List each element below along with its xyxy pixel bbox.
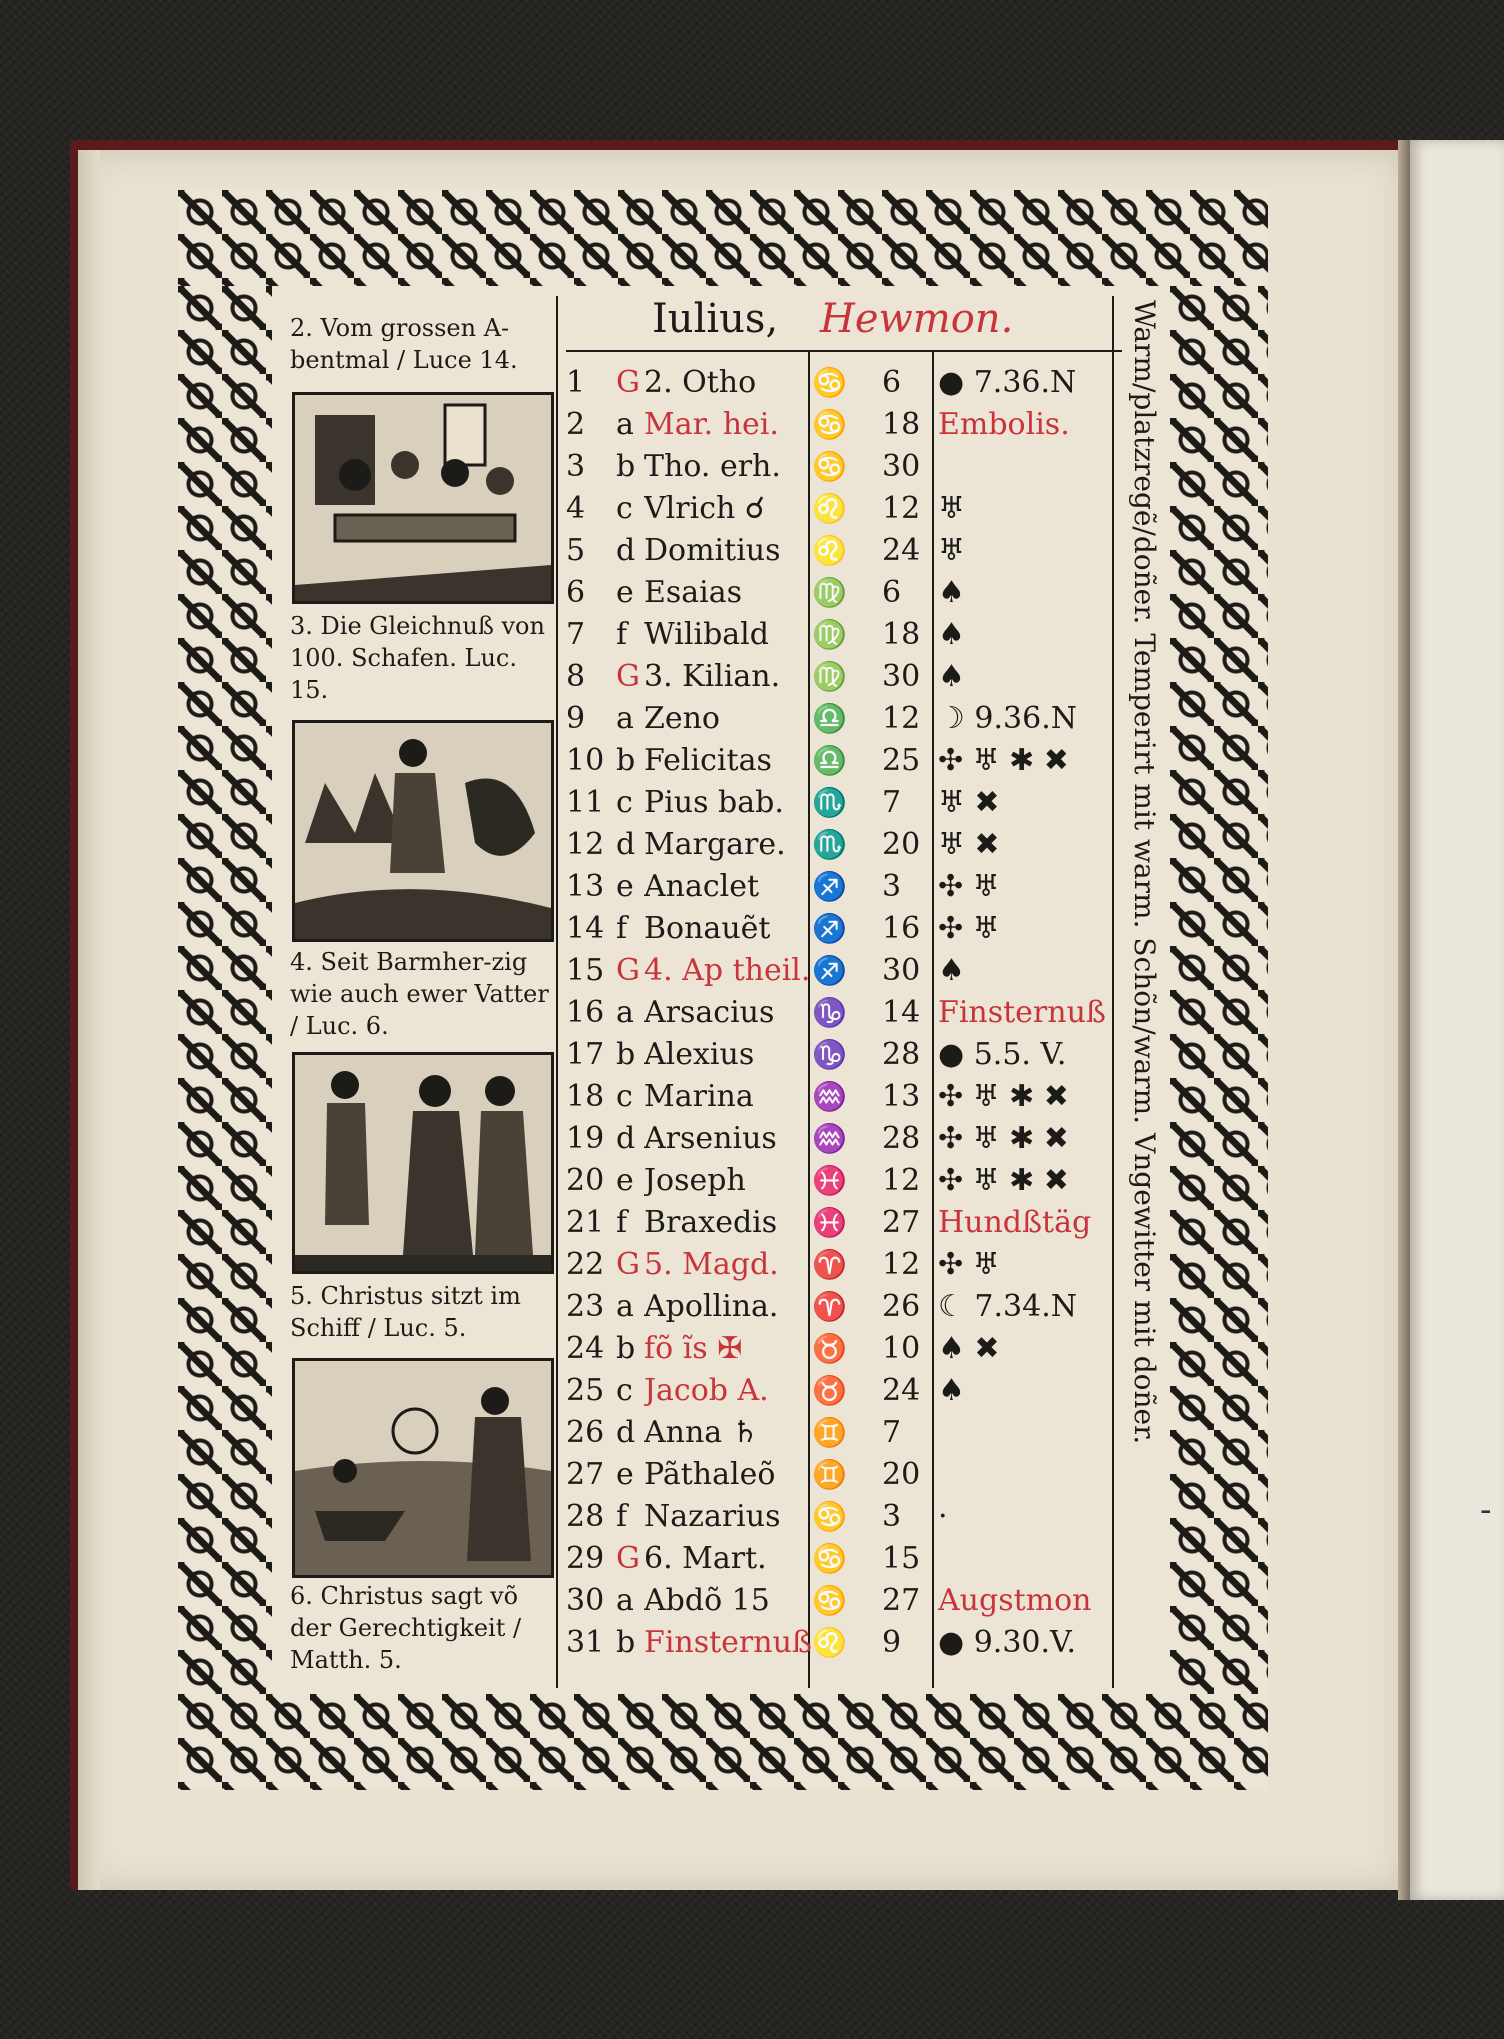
calendar-row — [566, 782, 1126, 824]
zodiac-sign: ♋ — [812, 1500, 847, 1533]
zodiac-degree: 7 — [882, 1415, 902, 1450]
sunday-reading-3: 3. Die Gleichnuß von 100. Schafen. Luc. 15. — [290, 612, 545, 704]
day-number: 14 — [566, 911, 605, 946]
aspect-note: ♠ — [938, 1373, 965, 1408]
saint-name: Felicitas — [644, 743, 772, 778]
dominical-letter: c — [616, 491, 633, 526]
saint-name: 2. Otho — [644, 365, 757, 400]
saint-name: 6. Mart. — [644, 1541, 767, 1576]
zodiac-degree: 15 — [882, 1541, 921, 1576]
zodiac-degree: 14 — [882, 995, 921, 1030]
day-number: 4 — [566, 491, 586, 526]
day-number: 16 — [566, 995, 605, 1030]
calendar-row — [566, 1118, 1126, 1160]
day-number: 25 — [566, 1373, 605, 1408]
zodiac-sign: ♑ — [812, 1038, 847, 1071]
aspect-note: ♠ ✖ — [938, 1331, 1000, 1366]
saint-name: fõ ĩs ✠ — [644, 1331, 743, 1366]
zodiac-degree: 12 — [882, 491, 921, 526]
sunday-reading-4: 4. Seit Barmher-zig wie auch ewer Vatter / Luc. 6. — [290, 948, 549, 1040]
saint-name: 4. Ap theil. — [644, 953, 811, 988]
day-number: 31 — [566, 1625, 605, 1660]
zodiac-degree: 24 — [882, 533, 921, 568]
aspect-note: ✣ ♅ ✱ ✖ — [938, 1079, 1069, 1114]
aspect-note: ♠ — [938, 617, 965, 652]
zodiac-sign: ♊ — [812, 1416, 847, 1449]
aspect-note: Hundßtäg — [938, 1205, 1092, 1240]
column-rule-left — [556, 296, 558, 1688]
zodiac-degree: 9 — [882, 1625, 902, 1660]
aspect-note: ♅ ✖ — [938, 827, 1000, 862]
woodcut-three-men — [292, 1052, 554, 1274]
woodcut-boat — [292, 1358, 554, 1578]
zodiac-sign: ♐ — [812, 954, 847, 987]
zodiac-degree: 27 — [882, 1205, 921, 1240]
zodiac-sign: ♋ — [812, 1584, 847, 1617]
dominical-letter: a — [616, 995, 634, 1030]
zodiac-sign: ♉ — [812, 1374, 847, 1407]
day-number: 29 — [566, 1541, 605, 1576]
zodiac-degree: 16 — [882, 911, 921, 946]
header-rule — [566, 350, 1122, 352]
calendar-row — [566, 950, 1126, 992]
zodiac-sign: ♋ — [812, 1542, 847, 1575]
zodiac-degree: 18 — [882, 407, 921, 442]
saint-name: Finsternuß — [644, 1625, 812, 1660]
zodiac-degree: 30 — [882, 449, 921, 484]
saint-name: Arsacius — [644, 995, 775, 1030]
calendar-row — [566, 698, 1126, 740]
calendar-row — [566, 1412, 1126, 1454]
zodiac-sign: ♌ — [812, 534, 847, 567]
ornament-border-top — [178, 190, 1268, 286]
aspect-note: ♅ — [938, 533, 965, 568]
zodiac-degree: 28 — [882, 1037, 921, 1072]
day-number: 3 — [566, 449, 586, 484]
aspect-note: ♠ — [938, 575, 965, 610]
dominical-letter: G — [616, 1247, 640, 1282]
woodcut-supper — [292, 392, 554, 604]
aspect-note: ● 9.30.V. — [938, 1625, 1077, 1660]
saint-name: Pãthaleõ — [644, 1457, 776, 1492]
saint-name: Bonauẽt — [644, 911, 771, 946]
aspect-note: ✣ ♅ ✱ ✖ — [938, 743, 1069, 778]
zodiac-degree: 3 — [882, 1499, 902, 1534]
zodiac-degree: 25 — [882, 743, 921, 778]
dominical-letter: d — [616, 533, 636, 568]
zodiac-sign: ♊ — [812, 1458, 847, 1491]
calendar-row — [566, 908, 1126, 950]
day-number: 8 — [566, 659, 586, 694]
calendar-row — [566, 656, 1126, 698]
saint-name: 3. Kilian. — [644, 659, 781, 694]
zodiac-degree: 18 — [882, 617, 921, 652]
calendar-row — [566, 1160, 1126, 1202]
zodiac-degree: 27 — [882, 1583, 921, 1618]
saint-name: Wilibald — [644, 617, 769, 652]
day-number: 30 — [566, 1583, 605, 1618]
dominical-letter: e — [616, 575, 634, 610]
zodiac-degree: 10 — [882, 1331, 921, 1366]
calendar-row — [566, 1538, 1126, 1580]
zodiac-sign: ♒ — [812, 1080, 847, 1113]
day-number: 11 — [566, 785, 605, 820]
saint-name: Margare. — [644, 827, 786, 862]
ornament-border-left — [178, 286, 272, 1694]
zodiac-degree: 24 — [882, 1373, 921, 1408]
day-number: 1 — [566, 365, 586, 400]
day-number: 26 — [566, 1415, 605, 1450]
day-number: 24 — [566, 1331, 605, 1366]
day-number: 18 — [566, 1079, 605, 1114]
calendar-row — [566, 1328, 1126, 1370]
dominical-letter: f — [616, 1205, 628, 1240]
aspect-note: ☽ 9.36.N — [938, 701, 1078, 736]
zodiac-sign: ♐ — [812, 912, 847, 945]
zodiac-sign: ♎ — [812, 744, 847, 777]
calendar-row — [566, 740, 1126, 782]
aspect-note: ✣ ♅ ✱ ✖ — [938, 1163, 1069, 1198]
saint-name: Anna ♄ — [644, 1415, 759, 1450]
ornament-border-bottom — [178, 1694, 1268, 1790]
calendar-row — [566, 1580, 1126, 1622]
zodiac-degree: 6 — [882, 575, 902, 610]
day-number: 2 — [566, 407, 586, 442]
zodiac-degree: 7 — [882, 785, 902, 820]
zodiac-sign: ♏ — [812, 828, 847, 861]
day-number: 15 — [566, 953, 605, 988]
day-number: 19 — [566, 1121, 605, 1156]
saint-name: Apollina. — [644, 1289, 779, 1324]
zodiac-sign: ♋ — [812, 450, 847, 483]
calendar-row — [566, 866, 1126, 908]
calendar-row — [566, 1622, 1126, 1664]
dominical-letter: e — [616, 1457, 634, 1492]
saint-name: Pius bab. — [644, 785, 784, 820]
saint-name: Joseph — [644, 1163, 746, 1198]
dominical-letter: f — [616, 911, 628, 946]
calendar-row — [566, 1076, 1126, 1118]
zodiac-sign: ♈ — [812, 1248, 847, 1281]
calendar-row — [566, 992, 1126, 1034]
aspect-note: ♅ ✖ — [938, 785, 1000, 820]
day-number: 6 — [566, 575, 586, 610]
calendar-row — [566, 488, 1126, 530]
sunday-reading-2: 2. Vom grossen A-bentmal / Luce 14. — [290, 314, 518, 374]
saint-name: Domitius — [644, 533, 781, 568]
dominical-letter: a — [616, 1583, 634, 1618]
zodiac-sign: ♏ — [812, 786, 847, 819]
zodiac-sign: ♋ — [812, 366, 847, 399]
facing-page — [1410, 140, 1504, 1900]
dominical-letter: b — [616, 449, 636, 484]
zodiac-sign: ♉ — [812, 1332, 847, 1365]
dominical-letter: e — [616, 1163, 634, 1198]
zodiac-degree: 26 — [882, 1289, 921, 1324]
aspect-note: ♠ — [938, 659, 965, 694]
aspect-note: ● 5.5. V. — [938, 1037, 1067, 1072]
sunday-reading-5: 5. Christus sitzt im Schiff / Luc. 5. — [290, 1282, 521, 1342]
aspect-note: · — [938, 1499, 948, 1534]
zodiac-sign: ♈ — [812, 1290, 847, 1323]
zodiac-degree: 20 — [882, 1457, 921, 1492]
saint-name: 5. Magd. — [644, 1247, 779, 1282]
aspect-note: Augstmon — [938, 1583, 1092, 1618]
dominical-letter: d — [616, 827, 636, 862]
saint-name: Zeno — [644, 701, 720, 736]
zodiac-sign: ♓ — [812, 1206, 847, 1239]
calendar-row — [566, 362, 1126, 404]
dominical-letter: b — [616, 1331, 636, 1366]
zodiac-sign: ♓ — [812, 1164, 847, 1197]
zodiac-sign: ♎ — [812, 702, 847, 735]
dominical-letter: a — [616, 701, 634, 736]
saint-name: Braxedis — [644, 1205, 778, 1240]
calendar-row — [566, 1202, 1126, 1244]
zodiac-sign: ♌ — [812, 1626, 847, 1659]
ornament-border-right — [1170, 286, 1268, 1694]
zodiac-degree: 12 — [882, 1247, 921, 1282]
day-number: 22 — [566, 1247, 605, 1282]
dominical-letter: c — [616, 785, 633, 820]
zodiac-degree: 30 — [882, 659, 921, 694]
aspect-note: ☾ 7.34.N — [938, 1289, 1078, 1324]
woodcut-shepherd — [292, 720, 554, 942]
dominical-letter: G — [616, 365, 640, 400]
dominical-letter: b — [616, 743, 636, 778]
month-german: Hewmon. — [820, 296, 1014, 342]
aspect-note: ✣ ♅ ✱ ✖ — [938, 1121, 1069, 1156]
calendar-row — [566, 1496, 1126, 1538]
zodiac-sign: ♋ — [812, 408, 847, 441]
zodiac-degree: 12 — [882, 701, 921, 736]
saint-name: Marina — [644, 1079, 754, 1114]
calendar-row — [566, 1244, 1126, 1286]
aspect-note: ✣ ♅ — [938, 1247, 1000, 1282]
page-stack-edge — [78, 150, 100, 1890]
day-number: 10 — [566, 743, 605, 778]
saint-name: Abdõ 15 — [644, 1583, 770, 1618]
dominical-letter: f — [616, 1499, 628, 1534]
dominical-letter: d — [616, 1121, 636, 1156]
dominical-letter: a — [616, 1289, 634, 1324]
day-number: 27 — [566, 1457, 605, 1492]
zodiac-degree: 3 — [882, 869, 902, 904]
zodiac-sign: ♍ — [812, 576, 847, 609]
zodiac-sign: ♒ — [812, 1122, 847, 1155]
day-number: 21 — [566, 1205, 605, 1240]
zodiac-degree: 20 — [882, 827, 921, 862]
sunday-reading-6: 6. Christus sagt võ der Gerechtigkeit / Matth. 5. — [290, 1582, 522, 1674]
dominical-letter: G — [616, 953, 640, 988]
calendar-row — [566, 1370, 1126, 1412]
dominical-letter: e — [616, 869, 634, 904]
dominical-letter: b — [616, 1625, 636, 1660]
day-number: 20 — [566, 1163, 605, 1198]
calendar-row — [566, 1454, 1126, 1496]
zodiac-sign: ♍ — [812, 618, 847, 651]
weather-prognosis: Warm/platzregẽ/doñer. Temperirt mit warm. Schõn/warm. Vngewitter mit doñer. — [1128, 300, 1161, 1445]
saint-name: Alexius — [644, 1037, 755, 1072]
calendar-row — [566, 614, 1126, 656]
day-number: 5 — [566, 533, 586, 568]
aspect-note: ♅ — [938, 491, 965, 526]
calendar-row — [566, 1034, 1126, 1076]
dominical-letter: c — [616, 1079, 633, 1114]
zodiac-degree: 28 — [882, 1121, 921, 1156]
aspect-note: ✣ ♅ — [938, 911, 1000, 946]
day-number: 28 — [566, 1499, 605, 1534]
aspect-note: ♠ — [938, 953, 965, 988]
saint-name: Tho. erh. — [644, 449, 781, 484]
aspect-note: ● 7.36.N — [938, 365, 1077, 400]
saint-name: Esaias — [644, 575, 743, 610]
calendar-row — [566, 824, 1126, 866]
saint-name: Anaclet — [644, 869, 760, 904]
dominical-letter: c — [616, 1373, 633, 1408]
calendar-row — [566, 572, 1126, 614]
zodiac-degree: 6 — [882, 365, 902, 400]
aspect-note: ✣ ♅ — [938, 869, 1000, 904]
facing-page-mark: - — [1480, 1490, 1492, 1530]
zodiac-degree: 30 — [882, 953, 921, 988]
day-number: 13 — [566, 869, 605, 904]
aspect-note: Finsternuß — [938, 995, 1106, 1030]
dominical-letter: f — [616, 617, 628, 652]
dominical-letter: b — [616, 1037, 636, 1072]
zodiac-sign: ♑ — [812, 996, 847, 1029]
zodiac-degree: 13 — [882, 1079, 921, 1114]
day-number: 17 — [566, 1037, 605, 1072]
saint-name: Arsenius — [644, 1121, 777, 1156]
zodiac-sign: ♐ — [812, 870, 847, 903]
dominical-letter: G — [616, 1541, 640, 1576]
saint-name: Nazarius — [644, 1499, 781, 1534]
zodiac-degree: 12 — [882, 1163, 921, 1198]
calendar-row — [566, 530, 1126, 572]
saint-name: Vlrich ☌ — [644, 491, 765, 526]
day-number: 7 — [566, 617, 586, 652]
saint-name: Mar. hei. — [644, 407, 779, 442]
dominical-letter: G — [616, 659, 640, 694]
month-latin: Iulius, — [652, 296, 779, 342]
day-number: 12 — [566, 827, 605, 862]
zodiac-sign: ♌ — [812, 492, 847, 525]
calendar-row — [566, 404, 1126, 446]
aspect-note: Embolis. — [938, 407, 1070, 442]
zodiac-sign: ♍ — [812, 660, 847, 693]
day-number: 9 — [566, 701, 586, 736]
dominical-letter: d — [616, 1415, 636, 1450]
saint-name: Jacob A. — [644, 1373, 769, 1408]
calendar-row — [566, 446, 1126, 488]
calendar-row — [566, 1286, 1126, 1328]
dominical-letter: a — [616, 407, 634, 442]
day-number: 23 — [566, 1289, 605, 1324]
